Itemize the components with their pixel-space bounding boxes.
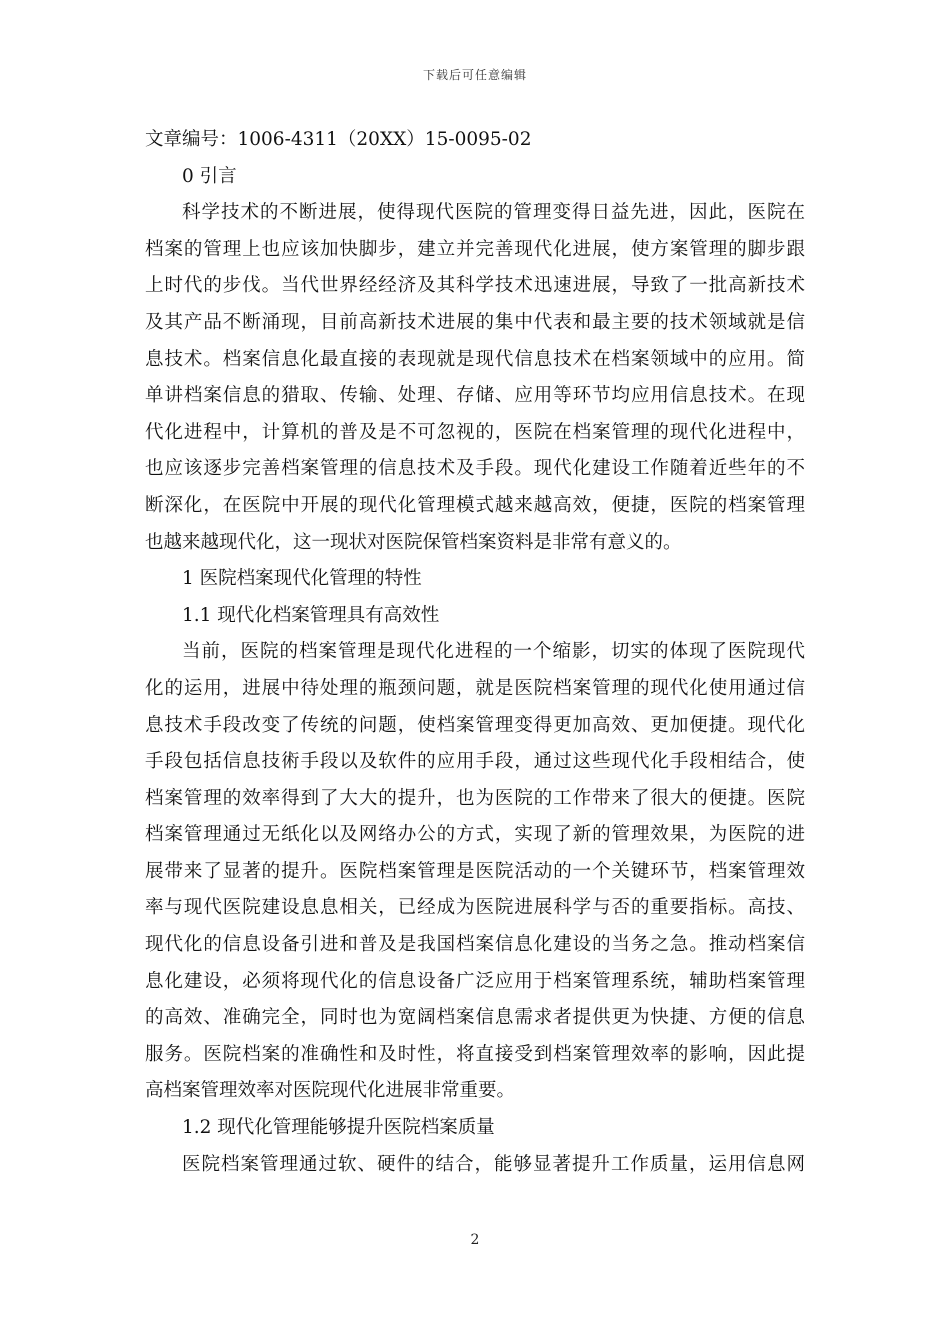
subsection-heading-1-1: 1.1 现代化档案管理具有高效性 [182,604,440,626]
paragraph-line: 现代化的信息设备引进和普及是我国档案信息化建设的当务之急。推动档案信 [145,934,805,956]
paragraph-line: 息化建设，必须将现代化的信息设备广泛应用于档案管理系统，辅助档案管理 [145,970,805,992]
article-number: 文章编号：1006-4311（20XX）15-0095-02 [145,129,532,150]
paragraph-line: 科学技术的不断进展，使得现代医院的管理变得日益先进，因此，医院在 [182,202,805,224]
section-heading-intro: 0 引言 [182,165,237,187]
paragraph-line: 息技术手段改变了传统的问题，使档案管理变得更加高效、更加便捷。现代化 [145,714,805,736]
paragraph-line: 档案管理的效率得到了大大的提升，也为医院的工作带来了很大的便捷。医院 [145,787,805,809]
paragraph-intro [145,195,805,561]
header-note: 下载后可任意编辑 [422,68,527,82]
paragraph-line: 也应该逐步完善档案管理的信息技术及手段。现代化建设工作随着近些年的不 [145,458,805,480]
paragraph-line: 档案的管理上也应该加快脚步，建立并完善现代化进展，使方案管理的脚步跟 [145,238,805,260]
paragraph-line: 服务。医院档案的准确性和及时性，将直接受到档案管理效率的影响，因此提 [145,1043,805,1065]
paragraph-line: 档案管理通过无纸化以及网络办公的方式，实现了新的管理效果，为医院的进 [145,824,805,846]
document-body [145,122,805,1183]
paragraph-line: 单讲档案信息的猎取、传输、处理、存储、应用等环节均应用信息技术。在现 [145,385,805,407]
paragraph-line: 展带来了显著的提升。医院档案管理是医院活动的一个关键环节，档案管理效 [145,860,805,882]
paragraph-line: 医院档案管理通过软、硬件的结合，能够显著提升工作质量，运用信息网 [182,1153,805,1175]
paragraph-line: 的高效、准确完全，同时也为宽阔档案信息需求者提供更为快捷、方便的信息 [145,1007,805,1029]
paragraph-line: 代化进程中，计算机的普及是不可忽视的，医院在档案管理的现代化进程中， [145,421,805,443]
paragraph-line: 手段包括信息技術手段以及软件的应用手段，通过这些现代化手段相结合，使 [145,751,805,773]
paragraph-line: 上时代的步伐。当代世界经经济及其科学技术迅速进展，导致了一批高新技术 [145,275,805,297]
paragraph-line: 率与现代医院建设息息相关，已经成为医院进展科学与否的重要指标。高技、 [145,897,805,919]
paragraph-line: 当前，医院的档案管理是现代化进程的一个缩影，切实的体现了医院现代 [182,641,805,663]
section-heading-1: 1 医院档案现代化管理的特性 [182,568,422,590]
page-number: 2 [470,1232,480,1248]
paragraph-line: 化的运用，进展中待处理的瓶颈问题，就是医院档案管理的现代化使用通过信 [145,677,805,699]
paragraph-line: 断深化，在医院中开展的现代化管理模式越来越高效，便捷，医院的档案管理 [145,494,805,516]
paragraph-line: 息技术。档案信息化最直接的表现就是现代信息技术在档案领域中的应用。简 [145,348,805,370]
paragraph-line: 也越来越现代化，这一现状对医院保管档案资料是非常有意义的。 [145,531,682,553]
paragraph-line: 及其产品不断涌现，目前高新技术进展的集中代表和最主要的技术领域就是信 [145,311,805,333]
paragraph-1-1 [145,634,805,1110]
paragraph-1-2 [145,1147,805,1184]
subsection-heading-1-2: 1.2 现代化管理能够提升医院档案质量 [182,1117,495,1139]
paragraph-line: 高档案管理效率对医院现代化进展非常重要。 [145,1080,516,1102]
